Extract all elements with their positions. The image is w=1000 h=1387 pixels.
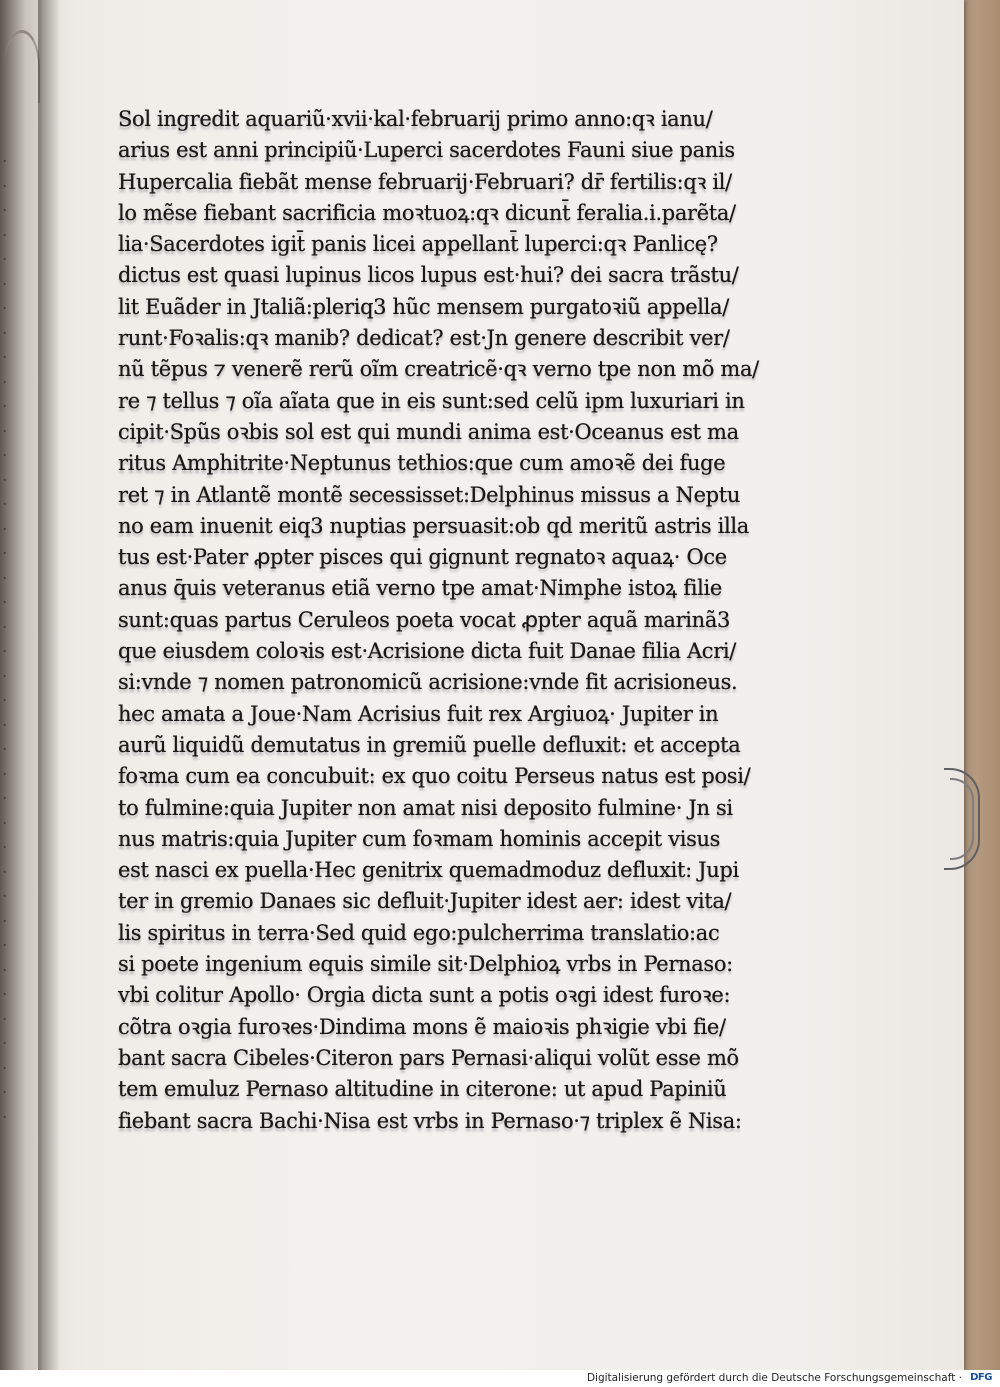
text-line: est nasci ex puella·Hec genitrix quemadmoduz defluxit: Jupi [118,858,739,883]
text-line: tem emuluz Pernaso altitudine in citerone: ut apud Papiniũ [118,1077,727,1102]
text-line: Sol ingredit aquariũ·xvii·kal·februarij primo anno:qꝛ ianu/ [118,107,713,131]
text-line: sunt:quas partus Ceruleos poeta vocat ꝓpter aquã marinã3 [118,607,731,632]
book-cover-board [962,0,1000,1370]
text-line: dictus est quasi lupinus licos lupus est·hui? dei sacra trãstu/ [118,263,739,288]
text-line: cipit·Spũs oꝛbis sol est qui mundi anima est·Oceanus est ma [118,419,739,444]
text-line: re ⁊ tellus ⁊ oĩa aĩata que in eis sunt:sed celũ ipm luxuriari in [118,388,745,413]
text-line: lo mẽse fiebant sacrificia moꝛtuoꝝ:qꝛ dicunt̄ feralia.i.parẽta/ [118,200,736,225]
printed-text-block [118,104,759,1137]
text-line: ritus Amphitrite·Neptunus tethios:que cum amoꝛẽ dei fuge [118,451,726,476]
text-line: vbi colitur Apollo· Orgia dicta sunt a potis oꝛgi idest furoꝛe: [118,983,731,1008]
previous-page-text-fragment: · · · · · · · · · · · · · · · · · · · · · · · · · · · · · · · · · · · · · · · · [2,152,8,1128]
text-line: foꝛma cum ea concubuit: ex quo coitu Perseus natus est posi/ [118,764,751,789]
text-line: lia·Sacerdotes igit̄ panis licei appellant̄ luperci:qꝛ Panlicę? [118,232,718,257]
text-line: fiebant sacra Bachi·Nisa est vrbs in Pernaso·⁊ triplex ẽ Nisa: [118,1108,742,1133]
dfg-logo-icon: DFG [970,1372,992,1383]
text-line: ret ⁊ in Atlantẽ montẽ secessisset:Delphinus missus a Neptu [118,482,741,507]
text-line: aurũ liquidũ demutatus in gremiũ puelle defluxit: et accepta [118,732,741,757]
gutter-shadow [38,0,60,1370]
dfg-credit-text: Digitalisierung gefördert durch die Deutsche Forschungsgemeinschaft · [586,1372,962,1384]
text-line: no eam inuenit eiq3 nuptias persuasit:ob qd meritũ astris illa [118,513,749,538]
text-line: lit Euãder in Jtaliã:pleriq3 hũc mensem purgatoꝛiũ appella/ [118,294,729,319]
text-line: anus q̄uis veteranus etiã verno tpe amat·Nimphe istoꝝ filie [118,576,722,601]
text-line: Hupercalia fiebãt mense februarij·Februari? dr̄ fertilis:qꝛ il/ [118,169,732,194]
page-curl [4,30,40,103]
text-line: lis spiritus in terra·Sed quid ego:pulcherrima translatio:ac [118,920,720,945]
previous-page-edge [0,0,42,1370]
digitization-footer [0,1370,1000,1387]
text-line: to fulmine:quia Jupiter non amat nisi deposito fulmine· Jn si [118,795,733,820]
text-line: nus matris:quia Jupiter cum foꝛmam hominis accepit visus [118,826,721,851]
text-line: runt·Foꝛalis:qꝛ manib? dedicat? est·Jn genere describit ver/ [118,326,730,351]
text-line: que eiusdem coloꝛis est·Acrisione dicta fuit Danae filia Acri/ [118,639,736,664]
text-line: cõtra oꝛgia furoꝛes·Dindima mons ẽ maioꝛis phꝛigie vbi fie/ [118,1014,726,1039]
text-line: arius est anni principiũ·Luperci sacerdotes Fauni siue panis [118,138,735,163]
text-line: ter in gremio Danaes sic defluit·Jupiter idest aer: idest vita/ [118,889,732,914]
text-line: si poete ingenium equis simile sit·Delphioꝝ vrbs in Pernaso: [118,952,733,977]
text-line: hec amata a Joue·Nam Acrisius fuit rex Argiuoꝝ· Jupiter in [118,701,719,726]
text-line: si:vnde ⁊ nomen patronomicũ acrisione:vnde fit acrisioneus. [118,670,738,695]
text-line: tus est·Pater ꝓpter pisces qui gignunt regnatoꝛ aquaꝝ· Oce [118,545,727,570]
text-line: bant sacra Cibeles·Citeron pars Pernasi·aliqui volũt esse mõ [118,1045,739,1070]
page-clip-inner-icon [950,778,974,860]
text-line: nũ tẽpus ⁊ venerẽ rerũ oĩm creatricẽ·qꝛ verno tpe non mõ ma/ [118,357,759,382]
